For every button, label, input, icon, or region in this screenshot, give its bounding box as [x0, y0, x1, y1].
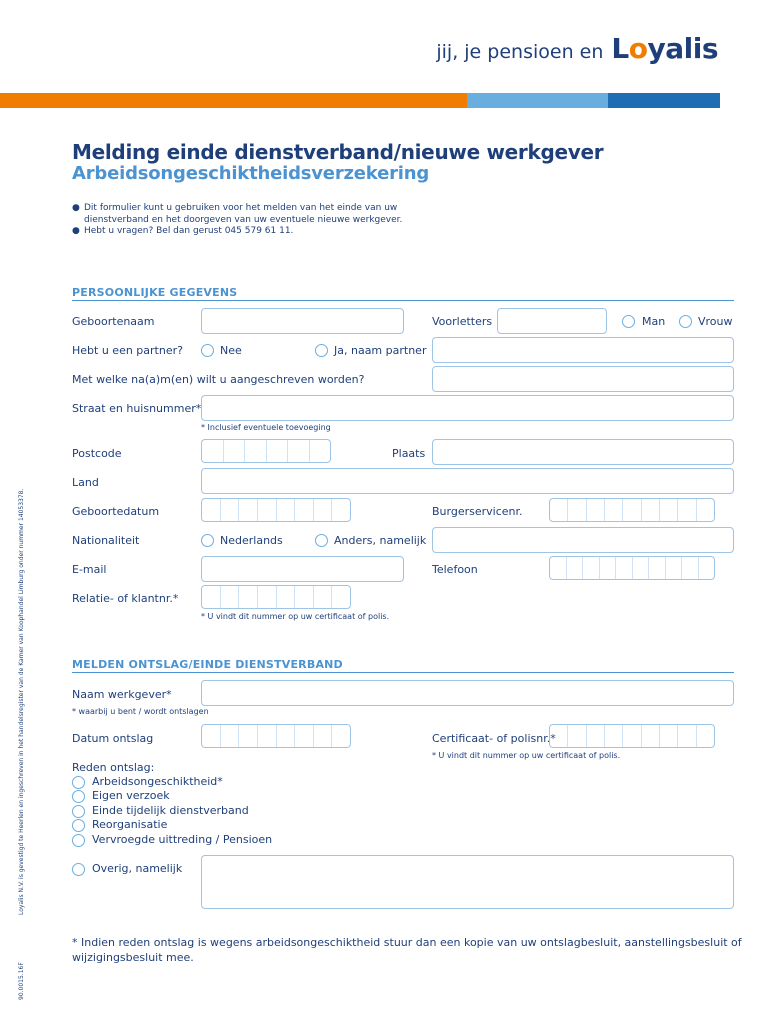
voorletters-field[interactable] — [497, 308, 607, 334]
label-ja-partner: Ja, naam partner — [334, 344, 427, 357]
telefoon-field[interactable] — [549, 556, 715, 580]
label-nee: Nee — [220, 344, 242, 357]
char-cell — [583, 557, 600, 579]
bsn-field[interactable] — [549, 498, 715, 522]
char-cell — [202, 499, 221, 521]
label-reden-1: Eigen verzoek — [92, 789, 170, 802]
werkgever-field[interactable] — [201, 680, 734, 706]
char-cell — [666, 557, 683, 579]
char-cell — [314, 499, 333, 521]
radio-reden-einde-tijdelijk[interactable] — [72, 805, 85, 818]
label-telefoon: Telefoon — [432, 563, 478, 576]
section-heading-personal: PERSOONLIJKE GEGEVENS — [72, 286, 238, 299]
char-cell — [239, 499, 258, 521]
char-cell — [605, 499, 623, 521]
char-cell — [633, 557, 650, 579]
aanschrijven-field[interactable] — [432, 366, 734, 392]
email-field[interactable] — [201, 556, 404, 582]
label-land: Land — [72, 476, 99, 489]
char-cell — [642, 499, 660, 521]
datum-ontslag-field[interactable] — [201, 724, 351, 748]
char-cell — [295, 499, 314, 521]
char-cell — [568, 499, 586, 521]
label-geboortedatum: Geboortedatum — [72, 505, 160, 518]
form-code: 90.0015.16F — [18, 962, 25, 1000]
radio-anders[interactable] — [315, 534, 328, 547]
label-bsn: Burgerservicenr. — [432, 505, 523, 518]
relatie-field[interactable] — [201, 585, 351, 609]
straat-field[interactable] — [201, 395, 734, 421]
bullet-icon: ● — [72, 226, 80, 236]
char-cell — [221, 725, 240, 747]
label-email: E-mail — [72, 563, 107, 576]
intro-bullet-1-text: Dit formulier kunt u gebruiken voor het melden van het einde van uw dienstverband en het doorgeven van uw eventuele nieuwe werkgever. — [84, 203, 403, 225]
label-vrouw: Vrouw — [698, 315, 733, 328]
straat-note: * Inclusief eventuele toevoeging — [201, 423, 331, 432]
char-cell — [295, 725, 314, 747]
label-nederlands: Nederlands — [220, 534, 283, 547]
radio-nederlands[interactable] — [201, 534, 214, 547]
char-cell — [239, 586, 258, 608]
relatie-note: * U vindt dit nummer op uw certificaat of polis. — [201, 612, 390, 621]
char-cell — [245, 440, 267, 462]
label-anders: Anders, namelijk — [334, 534, 427, 547]
char-cell — [587, 499, 605, 521]
radio-reden-arbeidsongeschiktheid[interactable] — [72, 776, 85, 789]
char-cell — [616, 557, 633, 579]
werkgever-note: * waarbij u bent / wordt ontslagen — [72, 707, 209, 716]
intro-bullet-1 — [72, 203, 412, 226]
char-cell — [550, 725, 568, 747]
char-cell — [277, 499, 296, 521]
logo-brand-pre: L — [611, 32, 629, 65]
char-cell — [332, 586, 350, 608]
char-cell — [697, 499, 714, 521]
char-cell — [202, 586, 221, 608]
radio-partner-nee[interactable] — [201, 344, 214, 357]
radio-man[interactable] — [622, 315, 635, 328]
char-cell — [678, 725, 696, 747]
char-cell — [550, 557, 567, 579]
land-field[interactable] — [201, 468, 734, 494]
intro-text — [72, 203, 412, 238]
stripe-orange — [0, 93, 467, 108]
label-certificaat: Certificaat- of polisnr.* — [432, 732, 556, 745]
label-overig: Overig, namelijk — [92, 862, 183, 875]
overig-field[interactable] — [201, 855, 734, 909]
char-cell — [239, 725, 258, 747]
label-reden-2: Einde tijdelijk dienstverband — [92, 804, 249, 817]
char-cell — [568, 725, 586, 747]
char-cell — [221, 499, 240, 521]
certificaat-field[interactable] — [549, 724, 715, 748]
label-relatie: Relatie- of klantnr.* — [72, 592, 179, 605]
char-cell — [332, 725, 350, 747]
char-cell — [314, 725, 333, 747]
label-voorletters: Voorletters — [432, 315, 493, 328]
radio-partner-ja[interactable] — [315, 344, 328, 357]
char-cell — [697, 725, 714, 747]
postcode-field[interactable] — [201, 439, 331, 463]
label-reden-3: Reorganisatie — [92, 818, 168, 831]
char-cell — [699, 557, 715, 579]
label-nationaliteit: Nationaliteit — [72, 534, 140, 547]
char-cell — [295, 586, 314, 608]
char-cell — [267, 440, 289, 462]
logo-brand — [611, 32, 718, 65]
geboortedatum-field[interactable] — [201, 498, 351, 522]
loyalis-logo — [436, 32, 718, 72]
label-man: Man — [642, 315, 666, 328]
label-partner-question: Hebt u een partner? — [72, 344, 183, 357]
certificaat-note: * U vindt dit nummer op uw certificaat of polis. — [432, 751, 621, 760]
char-cell — [277, 725, 296, 747]
char-cell — [221, 586, 240, 608]
char-cell — [314, 586, 333, 608]
intro-bullet-2-text: Hebt u vragen? Bel dan gerust 045 579 61 11. — [84, 226, 294, 236]
form-title: Melding einde dienstverband/nieuwe werkgever — [72, 140, 604, 164]
logo-tagline: jij, je pensioen en — [436, 41, 604, 63]
char-cell — [623, 499, 641, 521]
plaats-field[interactable] — [432, 439, 734, 465]
label-datum-ontslag: Datum ontslag — [72, 732, 154, 745]
radio-reden-eigen-verzoek[interactable] — [72, 790, 85, 803]
label-postcode: Postcode — [72, 447, 122, 460]
geboortenaam-field[interactable] — [201, 308, 404, 334]
char-cell — [258, 586, 277, 608]
char-cell — [649, 557, 666, 579]
label-plaats: Plaats — [392, 447, 426, 460]
label-aanschrijven: Met welke na(a)m(en) wilt u aangeschreven worden? — [72, 373, 365, 386]
char-cell — [332, 499, 350, 521]
radio-reden-reorganisatie[interactable] — [72, 819, 85, 832]
char-cell — [642, 725, 660, 747]
form-subtitle: Arbeidsongeschiktheidsverzekering — [72, 163, 430, 184]
label-reden: Reden ontslag: — [72, 761, 155, 774]
label-geboortenaam: Geboortenaam — [72, 315, 155, 328]
radio-reden-overig[interactable] — [72, 863, 85, 876]
intro-bullet-2 — [72, 226, 412, 238]
section-divider — [72, 300, 734, 301]
logo-brand-o: o — [628, 32, 648, 65]
char-cell — [623, 725, 641, 747]
char-cell — [258, 725, 277, 747]
label-reden-0: Arbeidsongeschiktheid* — [92, 775, 223, 788]
label-straat: Straat en huisnummer* — [72, 402, 202, 415]
label-reden-4: Vervroegde uittreding / Pensioen — [92, 833, 273, 846]
legal-sidetext: Loyalis N.V. is gevestigd te Heerlen en ingeschreven in het handelsregister van de Kamer van Koophandel Limburg onder nummer 14053378. — [18, 488, 25, 915]
stripe-darkblue — [608, 93, 720, 108]
char-cell — [587, 725, 605, 747]
logo-brand-post: yalis — [647, 32, 718, 65]
char-cell — [258, 499, 277, 521]
char-cell — [605, 725, 623, 747]
label-werkgever: Naam werkgever* — [72, 688, 172, 701]
bullet-icon: ● — [72, 203, 80, 213]
partner-name-field[interactable] — [432, 337, 734, 363]
char-cell — [682, 557, 699, 579]
char-cell — [550, 499, 568, 521]
footnote: * Indien reden ontslag is wegens arbeidsongeschiktheid stuur dan een kopie van uw ontslagbesluit, aanstellingsbesluit of wijzigingsbesluit mee. — [72, 936, 742, 964]
section-divider — [72, 672, 734, 673]
char-cell — [224, 440, 246, 462]
char-cell — [310, 440, 331, 462]
char-cell — [678, 499, 696, 521]
section-heading-ontslag: MELDEN ONTSLAG/EINDE DIENSTVERBAND — [72, 658, 343, 671]
char-cell — [288, 440, 310, 462]
char-cell — [277, 586, 296, 608]
stripe-lightblue — [467, 93, 608, 108]
radio-vrouw[interactable] — [679, 315, 692, 328]
char-cell — [202, 725, 221, 747]
char-cell — [567, 557, 584, 579]
radio-reden-vervroegde-uittreding[interactable] — [72, 834, 85, 847]
nationaliteit-anders-field[interactable] — [432, 527, 734, 553]
char-cell — [600, 557, 617, 579]
char-cell — [202, 440, 224, 462]
char-cell — [660, 499, 678, 521]
char-cell — [660, 725, 678, 747]
